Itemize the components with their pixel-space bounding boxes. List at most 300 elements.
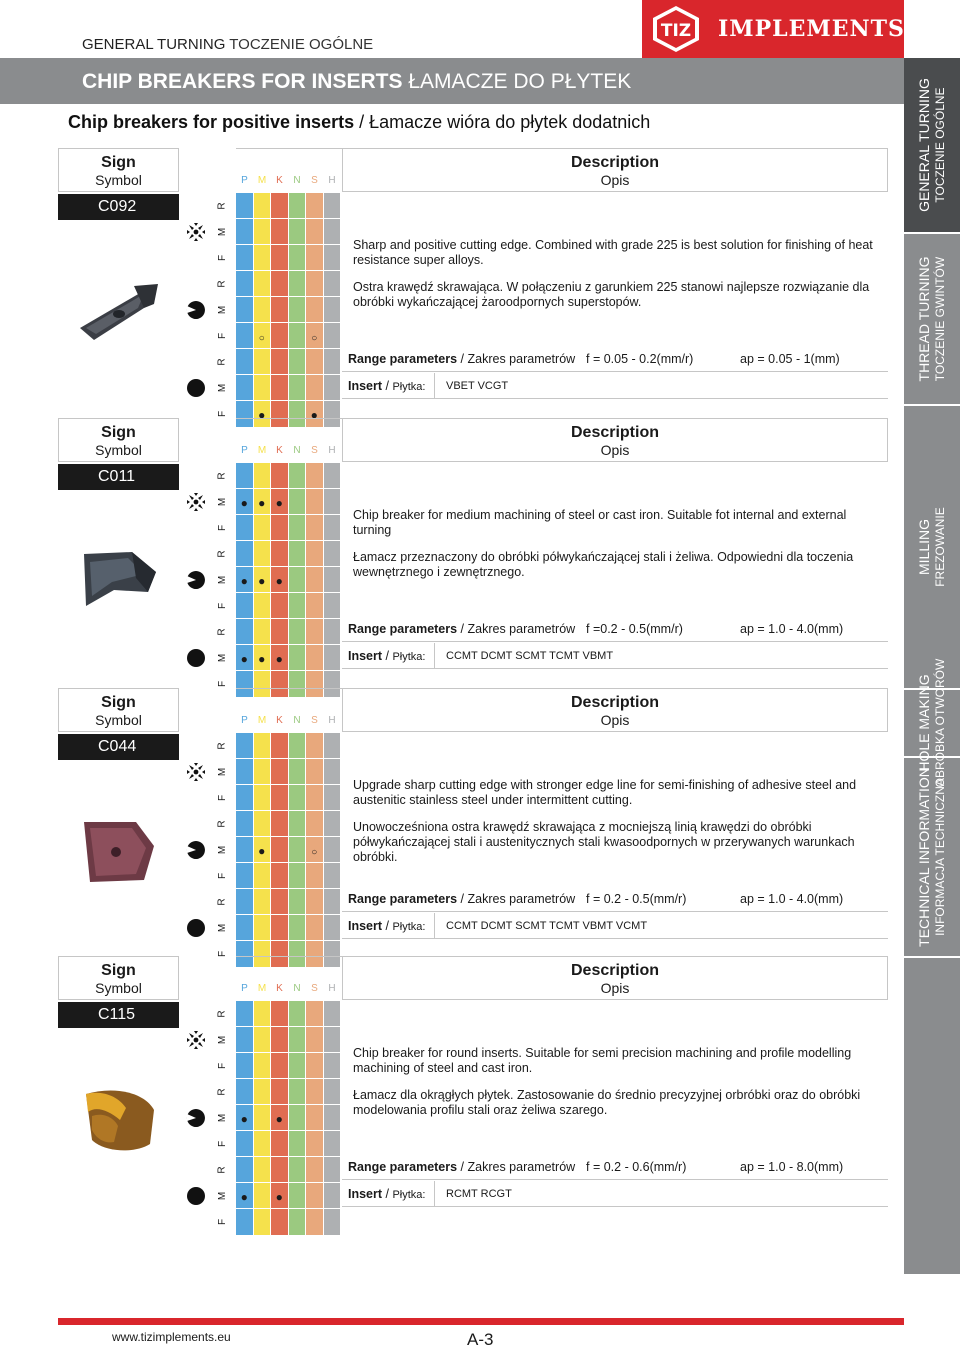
grid-cell xyxy=(289,1105,307,1131)
grid-cell xyxy=(306,863,324,889)
insert-image xyxy=(74,818,162,888)
grid-cell xyxy=(306,915,324,941)
brand-logo xyxy=(642,0,904,58)
grid-cell xyxy=(236,889,254,915)
row-letter xyxy=(214,1183,232,1209)
grid-cell xyxy=(324,593,342,619)
grid-cell xyxy=(236,811,254,837)
grid-cell xyxy=(306,567,324,593)
grid-cell xyxy=(236,245,254,271)
description-en: Chip breaker for round inserts. Suitable for semi precision machining and profile modelling machining of steel and cast iron. xyxy=(353,1046,852,1075)
material-m: M xyxy=(257,983,267,994)
grid-row xyxy=(216,322,342,348)
grid-row xyxy=(217,218,342,244)
grid-cell xyxy=(289,541,307,567)
grid-row xyxy=(217,374,342,400)
grid-cell xyxy=(236,863,254,889)
grid-cell: ● xyxy=(271,1105,289,1131)
description-header xyxy=(342,418,888,462)
grid-cell xyxy=(306,219,324,245)
grid-cell xyxy=(254,541,272,567)
description-label: Description xyxy=(570,694,659,711)
grid-cell xyxy=(254,593,272,619)
grid-cell xyxy=(306,1183,324,1209)
sign-header xyxy=(58,688,179,732)
symbol-label: Symbol xyxy=(95,980,142,996)
row-letter-text: R xyxy=(216,1010,228,1018)
description-pl: Unowocześniona ostra krawędź skrawająca z mocniejszą linią krawędzi do obróbki półwykańczającej stali i austenitycznych stali kwasoodpornych w przerywanych warunkach obróbki. xyxy=(353,820,855,864)
row-letter-text: M xyxy=(217,845,228,855)
depth-range: ap = 1.0 - 4.0(mm) xyxy=(740,892,844,906)
title-band xyxy=(0,58,904,104)
internal-turning-icon xyxy=(186,492,206,512)
grid-cell xyxy=(271,375,289,401)
external-turning-icon xyxy=(186,648,206,668)
row-letter-text: M xyxy=(217,575,228,585)
grid-cell xyxy=(289,219,307,245)
grid-cell xyxy=(289,619,307,645)
grid-cell: ● xyxy=(236,567,254,593)
grid-cell xyxy=(324,323,342,349)
grid-cell xyxy=(236,219,254,245)
range-label xyxy=(348,346,575,372)
grid-row xyxy=(216,732,342,758)
grid-cell xyxy=(271,785,289,811)
row-letter-text: R xyxy=(216,820,228,828)
row-letter-text: F xyxy=(216,872,228,880)
insert-divider xyxy=(434,1181,435,1207)
row-letter-text: M xyxy=(217,1113,228,1123)
material-p: P xyxy=(241,715,248,726)
page-number: A-3 xyxy=(467,1330,494,1348)
grid-row xyxy=(217,1104,342,1130)
grid-cell xyxy=(289,297,307,323)
grid-cell xyxy=(324,889,342,915)
row-letter-text: R xyxy=(216,1166,228,1174)
insert-label-pl: Płytka: xyxy=(392,381,426,393)
grid-cell xyxy=(236,837,254,863)
depth-range: ap = 0.05 - 1(mm) xyxy=(740,352,840,366)
row-letter xyxy=(214,463,232,489)
row-letter xyxy=(214,759,232,785)
grid-cell xyxy=(254,863,272,889)
grid-cell xyxy=(306,541,324,567)
grid-cell xyxy=(271,1079,289,1105)
grid-cell xyxy=(236,1131,254,1157)
symbol-label: Symbol xyxy=(95,712,142,728)
grid-cell xyxy=(324,863,342,889)
sign-label: Sign xyxy=(101,962,136,979)
material-s: S xyxy=(311,445,318,456)
grid-row xyxy=(216,592,342,618)
range-label-pl: Zakres parametrów xyxy=(467,1160,576,1174)
row-letter xyxy=(214,837,232,863)
grid-cell xyxy=(271,349,289,375)
row-letter xyxy=(214,1053,232,1079)
grid-cell: ● xyxy=(271,567,289,593)
sidebar-item-hole-making[interactable] xyxy=(904,658,960,788)
feed-range: f = 0.2 - 0.6(mm/r) xyxy=(586,1160,687,1174)
grid-cell xyxy=(289,1053,307,1079)
range-label xyxy=(348,616,575,642)
grid-cell xyxy=(306,271,324,297)
grid-cell xyxy=(324,811,342,837)
grid-cell xyxy=(324,1157,342,1183)
material-p: P xyxy=(241,983,248,994)
grid-cell xyxy=(236,593,254,619)
insert-label xyxy=(348,913,425,940)
grid-cell xyxy=(324,463,342,489)
grid-row xyxy=(217,1182,342,1208)
grid-cell xyxy=(306,375,324,401)
grid-cell xyxy=(271,323,289,349)
range-parameters-row xyxy=(342,1154,888,1180)
row-letter-text: M xyxy=(217,653,228,663)
grid-cell xyxy=(289,489,307,515)
grid-cell xyxy=(289,323,307,349)
page-subtitle xyxy=(68,112,650,133)
grid-cell xyxy=(324,1105,342,1131)
grid-cell xyxy=(236,297,254,323)
external-turning-icon xyxy=(186,918,206,938)
grid-cell xyxy=(306,1001,324,1027)
chip-breaker-c092 xyxy=(58,148,888,438)
range-label-en: Range parameters xyxy=(348,892,458,906)
grid-cell xyxy=(289,915,307,941)
facing-icon xyxy=(186,570,206,590)
grid-cell xyxy=(254,349,272,375)
grid-cell xyxy=(254,1131,272,1157)
grid-cell xyxy=(324,1027,342,1053)
row-letter-text: M xyxy=(217,227,228,237)
grid-cell xyxy=(289,1079,307,1105)
symbol-label: Symbol xyxy=(95,442,142,458)
grid-cell xyxy=(324,645,342,671)
grid-cell xyxy=(271,593,289,619)
grid-cell xyxy=(236,1079,254,1105)
row-letter xyxy=(214,1131,232,1157)
tiz-logo-icon xyxy=(650,4,702,54)
insert-row xyxy=(342,373,888,399)
grid-cell xyxy=(324,785,342,811)
grid-row xyxy=(217,1026,342,1052)
row-letter-text: F xyxy=(216,1140,228,1148)
row-letter-text: M xyxy=(217,1191,228,1201)
range-label-en: Range parameters xyxy=(348,352,458,366)
description-header xyxy=(342,688,888,732)
grid-cell: ● xyxy=(236,1105,254,1131)
grid-cell: ● xyxy=(254,645,272,671)
grid-cell xyxy=(271,811,289,837)
grid-cell xyxy=(254,811,272,837)
grid-cell xyxy=(306,785,324,811)
sidebar-item-label xyxy=(916,507,948,587)
grid-row xyxy=(216,540,342,566)
row-letter xyxy=(214,219,232,245)
grid-cell xyxy=(254,375,272,401)
chip-breaker-code: C092 xyxy=(58,194,179,220)
grid-cell xyxy=(324,619,342,645)
grid-row xyxy=(217,758,342,784)
grid-cell xyxy=(306,619,324,645)
grid-cell xyxy=(236,733,254,759)
grid-cell: ● xyxy=(271,489,289,515)
sidebar-label-pl: FREZOWANIE xyxy=(933,507,947,587)
grid-cell xyxy=(271,915,289,941)
grid-cell xyxy=(306,463,324,489)
grid-cell xyxy=(236,323,254,349)
sidebar-label-pl: OBRÓBKA OTWORÓW xyxy=(933,658,947,788)
grid-cell xyxy=(271,297,289,323)
grid-cell xyxy=(306,515,324,541)
chip-breaker-code: C011 xyxy=(58,464,179,490)
grid-cell xyxy=(254,1079,272,1105)
description-pl: Łamacz przeznaczony do obróbki półwykańczającej stali i żeliwa. Odpowiedni dla toczenia wewnętrznego i zewnętrznego. xyxy=(353,550,854,579)
grid-cell xyxy=(271,1209,289,1235)
sidebar-label-en: THREAD TURNING xyxy=(916,256,932,382)
row-letter xyxy=(214,297,232,323)
row-letter xyxy=(214,567,232,593)
row-letter-text: F xyxy=(216,950,228,958)
grid-cell xyxy=(271,463,289,489)
internal-turning-icon xyxy=(186,222,206,242)
sign-header xyxy=(58,148,179,192)
insert-label xyxy=(348,373,425,400)
grid-cell xyxy=(254,193,272,219)
grid-cell xyxy=(324,271,342,297)
grid-cell xyxy=(236,1209,254,1235)
grid-cell: ● xyxy=(236,489,254,515)
depth-range: ap = 1.0 - 8.0(mm) xyxy=(740,1160,844,1174)
insert-types: RCMT RCGT xyxy=(446,1188,512,1200)
grid-cell xyxy=(271,515,289,541)
range-label xyxy=(348,1154,575,1180)
sidebar-item-milling[interactable] xyxy=(904,406,960,690)
row-letter xyxy=(214,645,232,671)
row-letter-text: R xyxy=(216,358,228,366)
grid-cell xyxy=(254,1157,272,1183)
material-header xyxy=(236,956,342,1000)
description-en: Upgrade sharp cutting edge with stronger edge line for semi-finishing of adhesive steel and austenitic stainless steel under intermittent cutting. xyxy=(353,778,857,807)
grid-cell xyxy=(236,349,254,375)
range-parameters-row xyxy=(342,616,888,642)
row-letter xyxy=(214,375,232,401)
grid-row xyxy=(216,244,342,270)
topline-pl: TOCZENIE OGÓLNE xyxy=(229,36,374,53)
range-label-sep: / xyxy=(457,1160,468,1174)
page-title-pl: ŁAMACZE DO PŁYTEK xyxy=(408,70,632,93)
feed-range: f = 0.2 - 0.5(mm/r) xyxy=(586,892,687,906)
grid-cell: ● xyxy=(254,837,272,863)
insert-label-sep: / xyxy=(382,919,393,933)
topline-en: GENERAL TURNING xyxy=(82,36,226,53)
grid-cell xyxy=(324,1001,342,1027)
row-letter xyxy=(214,593,232,619)
row-letter-text: M xyxy=(217,383,228,393)
grid-row xyxy=(217,566,342,592)
chip-breaker-c115 xyxy=(58,956,888,1246)
material-h: H xyxy=(328,445,336,456)
grid-cell: ● xyxy=(271,645,289,671)
chapter-sidebar xyxy=(904,58,960,1274)
sidebar-item-general-turning[interactable] xyxy=(904,58,960,234)
material-p: P xyxy=(241,175,248,186)
grid-cell xyxy=(324,1209,342,1235)
row-letter-text: F xyxy=(216,1218,228,1226)
row-letter-text: F xyxy=(216,524,228,532)
chip-breaker-c044 xyxy=(58,688,888,978)
grid-cell xyxy=(289,271,307,297)
grid-row xyxy=(216,1052,342,1078)
range-label-pl: Zakres parametrów xyxy=(467,892,576,906)
material-header xyxy=(236,148,342,192)
feed-range: f =0.2 - 0.5(mm/r) xyxy=(586,622,683,636)
facing-icon xyxy=(186,840,206,860)
grid-cell xyxy=(271,1001,289,1027)
grid-cell xyxy=(306,1027,324,1053)
page-topline xyxy=(82,36,373,53)
row-letter xyxy=(214,271,232,297)
grid-cell: ○ xyxy=(306,837,324,863)
description-pl: Łamacz dla okrągłych płytek. Zastosowanie do średnio precyzyjnej orbróbki oraz do obróbki modelowania profilu stali oraz żeliwa szarego. xyxy=(353,1088,861,1117)
grid-cell xyxy=(306,889,324,915)
row-letter xyxy=(214,619,232,645)
material-s: S xyxy=(311,175,318,186)
grid-row xyxy=(217,296,342,322)
insert-label-pl: Płytka: xyxy=(392,651,426,663)
insert-types: CCMT DCMT SCMT TCMT VBMT VCMT xyxy=(446,920,648,932)
grid-cell xyxy=(289,759,307,785)
insert-row xyxy=(342,913,888,939)
grid-cell xyxy=(254,219,272,245)
grid-cell xyxy=(324,915,342,941)
material-h: H xyxy=(328,715,336,726)
row-letter xyxy=(214,785,232,811)
row-letter xyxy=(214,541,232,567)
grid-cell xyxy=(271,245,289,271)
grid-row xyxy=(216,618,342,644)
grid-row xyxy=(216,192,342,218)
grid-cell xyxy=(324,837,342,863)
grid-row xyxy=(216,1156,342,1182)
material-h: H xyxy=(328,175,336,186)
grid-cell xyxy=(289,1157,307,1183)
grid-cell xyxy=(254,1001,272,1027)
grid-cell xyxy=(289,375,307,401)
grid-cell: ● xyxy=(254,567,272,593)
sidebar-item-label xyxy=(916,78,948,212)
sidebar-item-technical-information[interactable] xyxy=(904,758,960,958)
grid-cell xyxy=(289,593,307,619)
external-turning-icon xyxy=(186,378,206,398)
grid-cell xyxy=(254,245,272,271)
grid-row xyxy=(216,862,342,888)
description-label: Description xyxy=(570,962,659,979)
insert-label-en: Insert xyxy=(348,919,383,933)
page-title-en: CHIP BREAKERS FOR INSERTS xyxy=(82,70,403,93)
grid-cell xyxy=(236,375,254,401)
grid-cell xyxy=(254,297,272,323)
depth-range: ap = 1.0 - 4.0(mm) xyxy=(740,622,844,636)
grid-cell xyxy=(254,1027,272,1053)
grid-cell xyxy=(289,245,307,271)
grid-cell xyxy=(306,1079,324,1105)
row-letter xyxy=(214,889,232,915)
grid-cell xyxy=(271,733,289,759)
range-label-en: Range parameters xyxy=(348,1160,458,1174)
grid-cell xyxy=(306,489,324,515)
grid-cell xyxy=(271,541,289,567)
grid-cell xyxy=(289,193,307,219)
insert-label-pl: Płytka: xyxy=(392,921,426,933)
footer-url[interactable]: www.tizimplements.eu xyxy=(112,1330,231,1344)
grid-cell xyxy=(254,271,272,297)
grid-cell xyxy=(324,349,342,375)
facing-icon xyxy=(186,1108,206,1128)
grid-cell xyxy=(289,1001,307,1027)
grid-cell xyxy=(271,1157,289,1183)
sidebar-label-en: GENERAL TURNING xyxy=(916,78,932,212)
grid-row xyxy=(217,836,342,862)
grid-cell xyxy=(324,375,342,401)
grid-row xyxy=(216,1130,342,1156)
grid-cell: ○ xyxy=(306,323,324,349)
grid-cell xyxy=(306,297,324,323)
opis-label: Opis xyxy=(600,172,630,188)
description-header xyxy=(342,148,888,192)
sign-label: Sign xyxy=(101,424,136,441)
description-label: Description xyxy=(570,424,659,441)
grid-row xyxy=(216,1078,342,1104)
row-letter xyxy=(214,1105,232,1131)
row-letter xyxy=(214,1079,232,1105)
grid-cell xyxy=(289,863,307,889)
brand-wordmark: IMPLEMENTS xyxy=(718,16,905,42)
grid-cell xyxy=(289,349,307,375)
range-parameters-row xyxy=(342,346,888,372)
grid-cell xyxy=(306,593,324,619)
sidebar-label-pl: TOCZENIE OGÓLNE xyxy=(933,87,947,203)
sign-label: Sign xyxy=(101,694,136,711)
grid-cell xyxy=(306,245,324,271)
row-letter xyxy=(214,1209,232,1235)
grid-cell xyxy=(324,759,342,785)
grid-cell xyxy=(289,733,307,759)
material-s: S xyxy=(311,983,318,994)
grid-cell xyxy=(254,733,272,759)
insert-label-sep: / xyxy=(382,649,393,663)
grid-cell xyxy=(254,785,272,811)
grid-cell: ○ xyxy=(254,323,272,349)
grid-cell: ● xyxy=(236,645,254,671)
grid-cell xyxy=(236,515,254,541)
row-letter-text: R xyxy=(216,472,228,480)
grid-cell xyxy=(289,567,307,593)
insert-label-pl: Płytka: xyxy=(392,1189,426,1201)
grid-row xyxy=(217,644,342,670)
footer-bar xyxy=(58,1318,904,1325)
row-letter-text: M xyxy=(217,1035,228,1045)
row-letter-text: R xyxy=(216,280,228,288)
sidebar-label-en: TECHNICAL INFORMATION xyxy=(916,767,932,947)
grid-cell xyxy=(306,733,324,759)
sidebar-item-thread-turning[interactable] xyxy=(904,234,960,406)
grid-cell xyxy=(254,1183,272,1209)
grid-cell xyxy=(236,785,254,811)
insert-types: CCMT DCMT SCMT TCMT VBMT xyxy=(446,650,614,662)
row-letter xyxy=(214,811,232,837)
insert-label-en: Insert xyxy=(348,649,383,663)
